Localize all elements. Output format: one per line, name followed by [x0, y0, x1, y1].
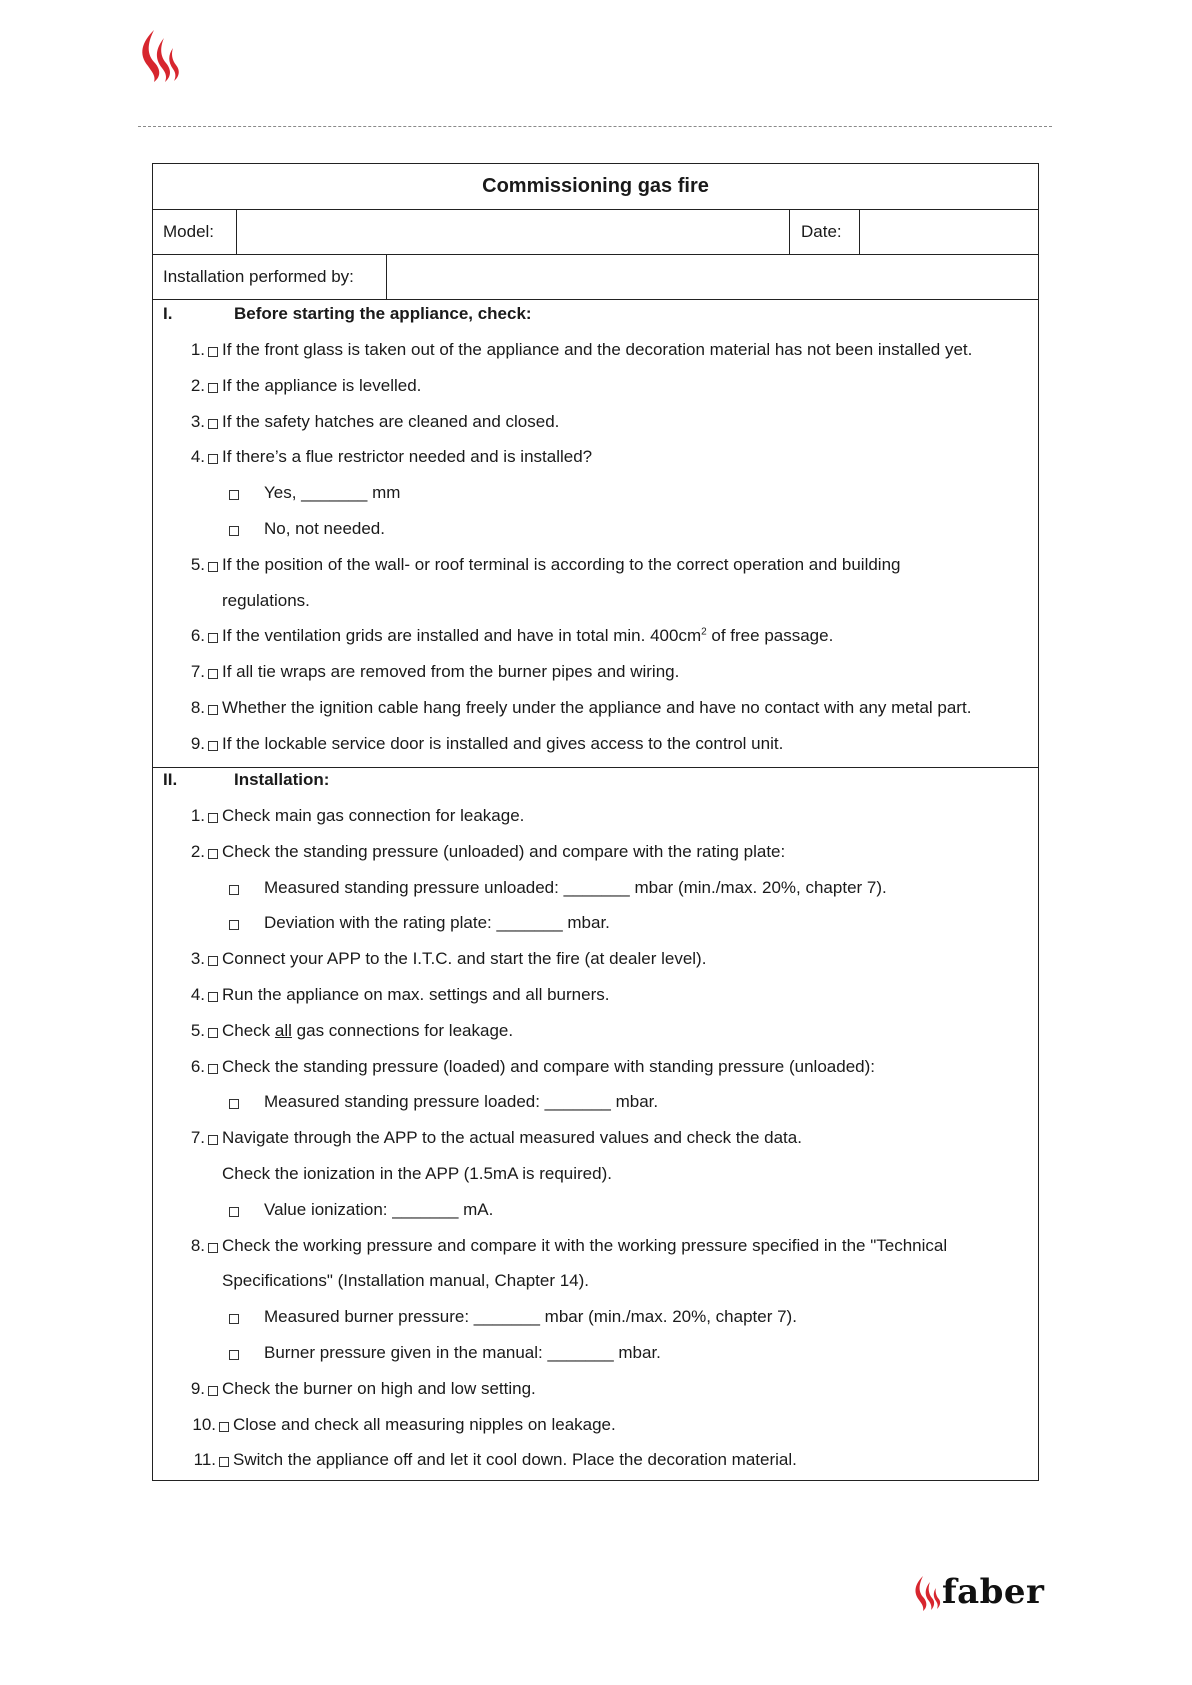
- cell-divider: [386, 255, 387, 299]
- checkbox[interactable]: [229, 1314, 239, 1324]
- item-text: If the position of the wall- or roof terminal is according to the correct operation and building: [222, 554, 901, 574]
- item-text: Close and check all measuring nipples on leakage.: [233, 1414, 616, 1434]
- item-number: 7.: [190, 1128, 205, 1148]
- item-number: 7.: [190, 662, 205, 682]
- item-text: Check the standing pressure (loaded) and compare with standing pressure (unloaded):: [222, 1056, 875, 1076]
- cell-divider: [859, 210, 860, 254]
- item-number: 9.: [190, 1378, 205, 1398]
- checkbox[interactable]: [208, 1386, 218, 1396]
- item-number: 1.: [190, 806, 205, 825]
- installer-field[interactable]: [388, 255, 1038, 299]
- superscript: 2: [701, 626, 707, 638]
- faber-brand-logo: [912, 1572, 1045, 1612]
- installer-row: [153, 255, 1038, 300]
- checkbox[interactable]: [208, 1028, 218, 1038]
- section-1-numeral: I.: [163, 304, 173, 323]
- continuation-text: Check the ionization in the APP (1.5mA is required).: [222, 1164, 612, 1183]
- item-number: 5.: [190, 1020, 205, 1040]
- item-text: [222, 1021, 513, 1041]
- item-text: [222, 626, 833, 646]
- item-text: If all tie wraps are removed from the burner pipes and wiring.: [222, 662, 680, 682]
- checkbox[interactable]: [208, 1243, 218, 1253]
- item-text-part: of free passage.: [706, 626, 834, 646]
- subitem-text: Measured standing pressure loaded: _______ mbar.: [264, 1092, 659, 1112]
- item-text: Run the appliance on max. settings and all burners.: [222, 985, 610, 1004]
- subitem-text: Deviation with the rating plate: _______ mbar.: [264, 913, 610, 933]
- subitem-text: Yes, _______ mm: [264, 483, 401, 503]
- item-number: 6.: [190, 626, 205, 646]
- item-text: If the safety hatches are cleaned and closed.: [222, 411, 560, 431]
- item-text: If the front glass is taken out of the appliance and the decoration material has not been installed yet.: [222, 340, 973, 359]
- item-number: 10.: [192, 1414, 216, 1434]
- faber-flame-icon: [912, 1574, 942, 1612]
- checkbox[interactable]: [208, 1135, 218, 1145]
- model-field[interactable]: [238, 210, 788, 254]
- checkbox[interactable]: [208, 992, 218, 1002]
- cell-divider: [236, 210, 237, 254]
- form-title-row: [153, 164, 1038, 210]
- checkbox[interactable]: [208, 669, 218, 679]
- subitem-text: Burner pressure given in the manual: _______ mbar.: [264, 1343, 661, 1362]
- item-number: 8.: [190, 698, 205, 717]
- brand-name: faber: [942, 1572, 1045, 1612]
- checkbox[interactable]: [208, 705, 218, 715]
- header-divider: [138, 126, 1052, 127]
- checkbox[interactable]: [208, 454, 218, 464]
- checkbox[interactable]: [208, 1064, 218, 1074]
- checkbox[interactable]: [229, 490, 239, 500]
- item-number: 5.: [190, 554, 205, 574]
- checkbox[interactable]: [208, 383, 218, 393]
- item-number: 1.: [190, 340, 205, 359]
- item-number: 6.: [190, 1056, 205, 1076]
- checkbox[interactable]: [208, 956, 218, 966]
- item-number: 3.: [190, 949, 205, 969]
- date-label: Date:: [801, 222, 842, 241]
- item-number: 4.: [190, 985, 205, 1004]
- checkbox[interactable]: [229, 526, 239, 536]
- section-divider: [153, 767, 1038, 768]
- checkbox[interactable]: [208, 562, 218, 572]
- checkbox[interactable]: [208, 633, 218, 643]
- item-text: Whether the ignition cable hang freely under the appliance and have no contact with any metal part.: [222, 698, 972, 717]
- subitem-text: Measured standing pressure unloaded: _______ mbar (min./max. 20%, chapter 7).: [264, 877, 887, 897]
- checkbox[interactable]: [229, 1099, 239, 1109]
- checkbox[interactable]: [208, 419, 218, 429]
- commissioning-form: [152, 163, 1039, 1481]
- checkbox[interactable]: [229, 1207, 239, 1217]
- faber-flame-icon: [136, 26, 184, 86]
- item-number: 4.: [190, 447, 205, 467]
- item-text-part: gas connections for leakage.: [291, 1020, 514, 1040]
- item-text: Check main gas connection for leakage.: [222, 806, 525, 825]
- item-number: 2.: [190, 841, 205, 861]
- section-2-title: Installation:: [234, 770, 330, 789]
- item-text: If the appliance is levelled.: [222, 375, 422, 395]
- checkbox[interactable]: [229, 885, 239, 895]
- item-number: 8.: [190, 1235, 205, 1255]
- continuation-text: Specifications" (Installation manual, Chapter 14).: [222, 1271, 590, 1291]
- item-text: Connect your APP to the I.T.C. and start the fire (at dealer level).: [222, 949, 707, 969]
- item-number: 3.: [190, 411, 205, 431]
- subitem-text: Value ionization: _______ mA.: [264, 1199, 494, 1219]
- item-text-part: If the ventilation grids are installed and have in total min. 400cm: [222, 626, 702, 646]
- form-title: Commissioning gas fire: [482, 175, 709, 197]
- installer-label: Installation performed by:: [163, 267, 354, 286]
- model-label: Model:: [163, 222, 215, 241]
- checkbox[interactable]: [208, 741, 218, 751]
- checkbox[interactable]: [219, 1457, 229, 1467]
- section-2-numeral: II.: [163, 770, 178, 789]
- cell-divider: [789, 210, 790, 254]
- item-text: If the lockable service door is installed and gives access to the control unit.: [222, 733, 784, 753]
- checkbox[interactable]: [208, 849, 218, 859]
- date-field[interactable]: [861, 210, 1038, 254]
- item-text: Switch the appliance off and let it cool down. Place the decoration material.: [233, 1450, 797, 1470]
- underlined-word: all: [274, 1020, 292, 1040]
- checkbox[interactable]: [208, 347, 218, 357]
- checkbox[interactable]: [219, 1422, 229, 1432]
- item-number: 9.: [190, 733, 205, 753]
- checkbox[interactable]: [229, 1350, 239, 1360]
- item-number: 2.: [190, 375, 205, 395]
- continuation-text: regulations.: [222, 590, 310, 610]
- model-date-row: [153, 210, 1038, 255]
- item-text: Check the standing pressure (unloaded) and compare with the rating plate:: [222, 841, 786, 861]
- checkbox[interactable]: [208, 813, 218, 823]
- section-1-title: Before starting the appliance, check:: [234, 304, 532, 323]
- item-text: If there’s a flue restrictor needed and is installed?: [222, 447, 593, 467]
- item-text: Navigate through the APP to the actual measured values and check the data.: [222, 1128, 802, 1148]
- item-text: Check the working pressure and compare it with the working pressure specified in the "Technical: [222, 1235, 948, 1255]
- subitem-text: Measured burner pressure: _______ mbar (min./max. 20%, chapter 7).: [264, 1307, 797, 1327]
- item-text: Check the burner on high and low setting.: [222, 1378, 536, 1398]
- subitem-text: No, not needed.: [264, 519, 385, 538]
- item-text-part: Check: [222, 1020, 275, 1040]
- checkbox[interactable]: [229, 920, 239, 930]
- item-number: 11.: [193, 1450, 216, 1470]
